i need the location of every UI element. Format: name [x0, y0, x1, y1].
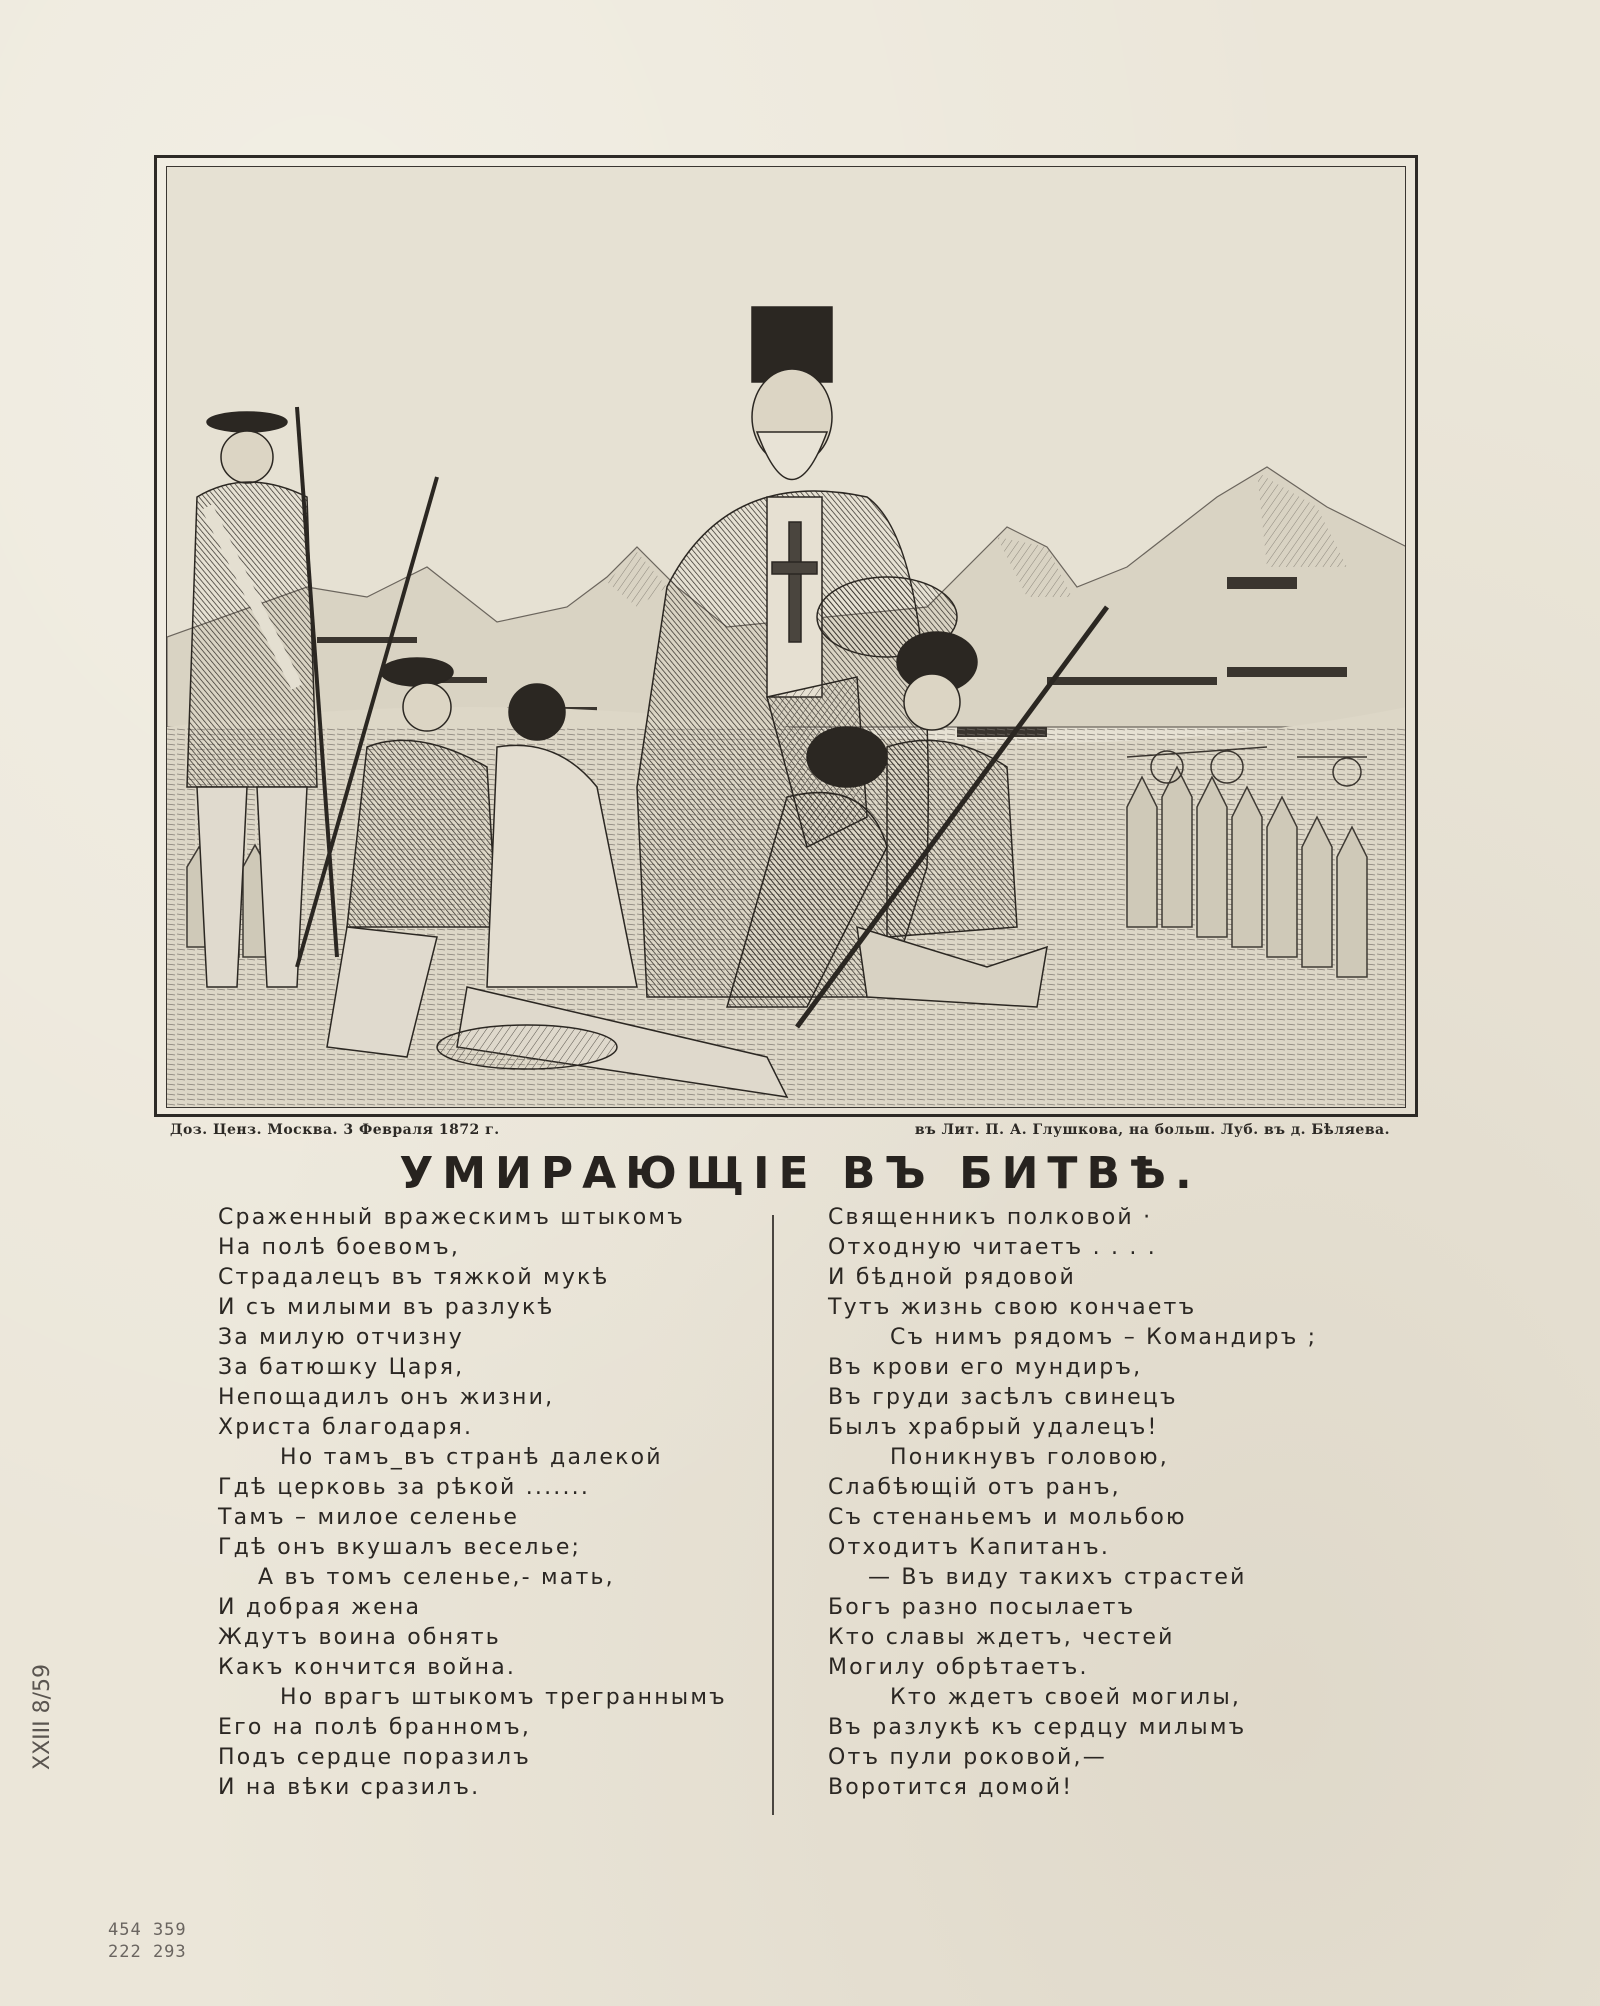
poem-line: Тутъ жизнь свою кончаетъ: [828, 1295, 1197, 1320]
poem-line: За милую отчизну: [218, 1325, 464, 1350]
poem-left-column: [218, 1203, 758, 1803]
poem-line: За батюшку Царя,: [218, 1355, 465, 1380]
archive-shelfmark: XXIII 8/59: [30, 1663, 55, 1770]
printer-imprint: въ Лит. П. А. Глушкова, на больш. Луб. въ д. Бѣляева.: [914, 1122, 1390, 1138]
poem-line: — Въ виду такихъ страстей: [868, 1565, 1247, 1590]
page-title: УМИРАЮЩІЕ ВЪ БИТВѢ.: [399, 1148, 1201, 1199]
poem-line: Священникъ полковой ·: [828, 1205, 1153, 1230]
battle-scene-engraving: [167, 167, 1406, 1108]
censorship-imprint: Доз. Ценз. Москва. 3 Февраля 1872 г.: [170, 1122, 500, 1138]
poem-line: Тамъ – милое селенье: [218, 1505, 520, 1530]
poem-line: Въ разлукѣ къ сердцу милымъ: [828, 1715, 1247, 1740]
inventory-number-2: 222 293: [108, 1942, 187, 1962]
poem-line: На полѣ боевомъ,: [218, 1235, 461, 1260]
poem-right-column: [828, 1203, 1348, 1803]
poem-line: И на вѣки сразилъ.: [218, 1775, 481, 1800]
poem-line: Слабѣющій отъ ранъ,: [828, 1475, 1121, 1500]
poem-line: Но тамъ_въ странѣ далекой: [280, 1445, 663, 1470]
poem-line: Гдѣ церковь за рѣкой .......: [218, 1475, 591, 1500]
poem-line: Но врагъ штыкомъ треграннымъ: [280, 1685, 727, 1710]
poem-line: Богъ разно посылаетъ: [828, 1595, 1136, 1620]
poem-line: Гдѣ онъ вкушалъ веселье;: [218, 1535, 582, 1560]
poem-line: Христа благодаря.: [218, 1415, 474, 1440]
poem-line: Какъ кончится война.: [218, 1655, 517, 1680]
poem-line: И съ милыми въ разлукѣ: [218, 1295, 555, 1320]
poem-line: А въ томъ селенье,- мать,: [258, 1565, 615, 1590]
poem-line: Сраженный вражескимъ штыкомъ: [218, 1205, 685, 1230]
poem-line: Въ груди засѣлъ свинецъ: [828, 1385, 1178, 1410]
poem-line: Отходитъ Капитанъ.: [828, 1535, 1111, 1560]
poem-line: И бѣдной рядовой: [828, 1265, 1076, 1290]
poem-line: Могилу обрѣтаетъ.: [828, 1655, 1089, 1680]
inventory-number-1: 454 359: [108, 1920, 187, 1940]
poem-line: Отходную читаетъ . . . .: [828, 1235, 1157, 1260]
poem-line: Съ стенаньемъ и мольбою: [828, 1505, 1187, 1530]
poem-line: И добрая жена: [218, 1595, 422, 1620]
poem-line: Съ нимъ рядомъ – Командиръ ;: [890, 1325, 1318, 1350]
poem-line: Отъ пули роковой,—: [828, 1745, 1107, 1770]
poem-line: Кто ждетъ своей могилы,: [890, 1685, 1242, 1710]
poem-line: Страдалецъ въ тяжкой мукѣ: [218, 1265, 610, 1290]
poem-line: Его на полѣ бранномъ,: [218, 1715, 532, 1740]
poem-line: Кто славы ждетъ, честей: [828, 1625, 1175, 1650]
poem-line: Былъ храбрый удалецъ!: [828, 1415, 1159, 1440]
poem-line: Въ крови его мундиръ,: [828, 1355, 1143, 1380]
engraving-illustration: [166, 166, 1406, 1108]
poem-line: Воротится домой!: [828, 1775, 1074, 1800]
poem-line: Непощадилъ онъ жизни,: [218, 1385, 555, 1410]
poem-line: Ждутъ воина обнять: [218, 1625, 501, 1650]
poem-line: Поникнувъ головою,: [890, 1445, 1169, 1470]
poem-line: Подъ сердце поразилъ: [218, 1745, 531, 1770]
column-divider: [772, 1215, 774, 1815]
